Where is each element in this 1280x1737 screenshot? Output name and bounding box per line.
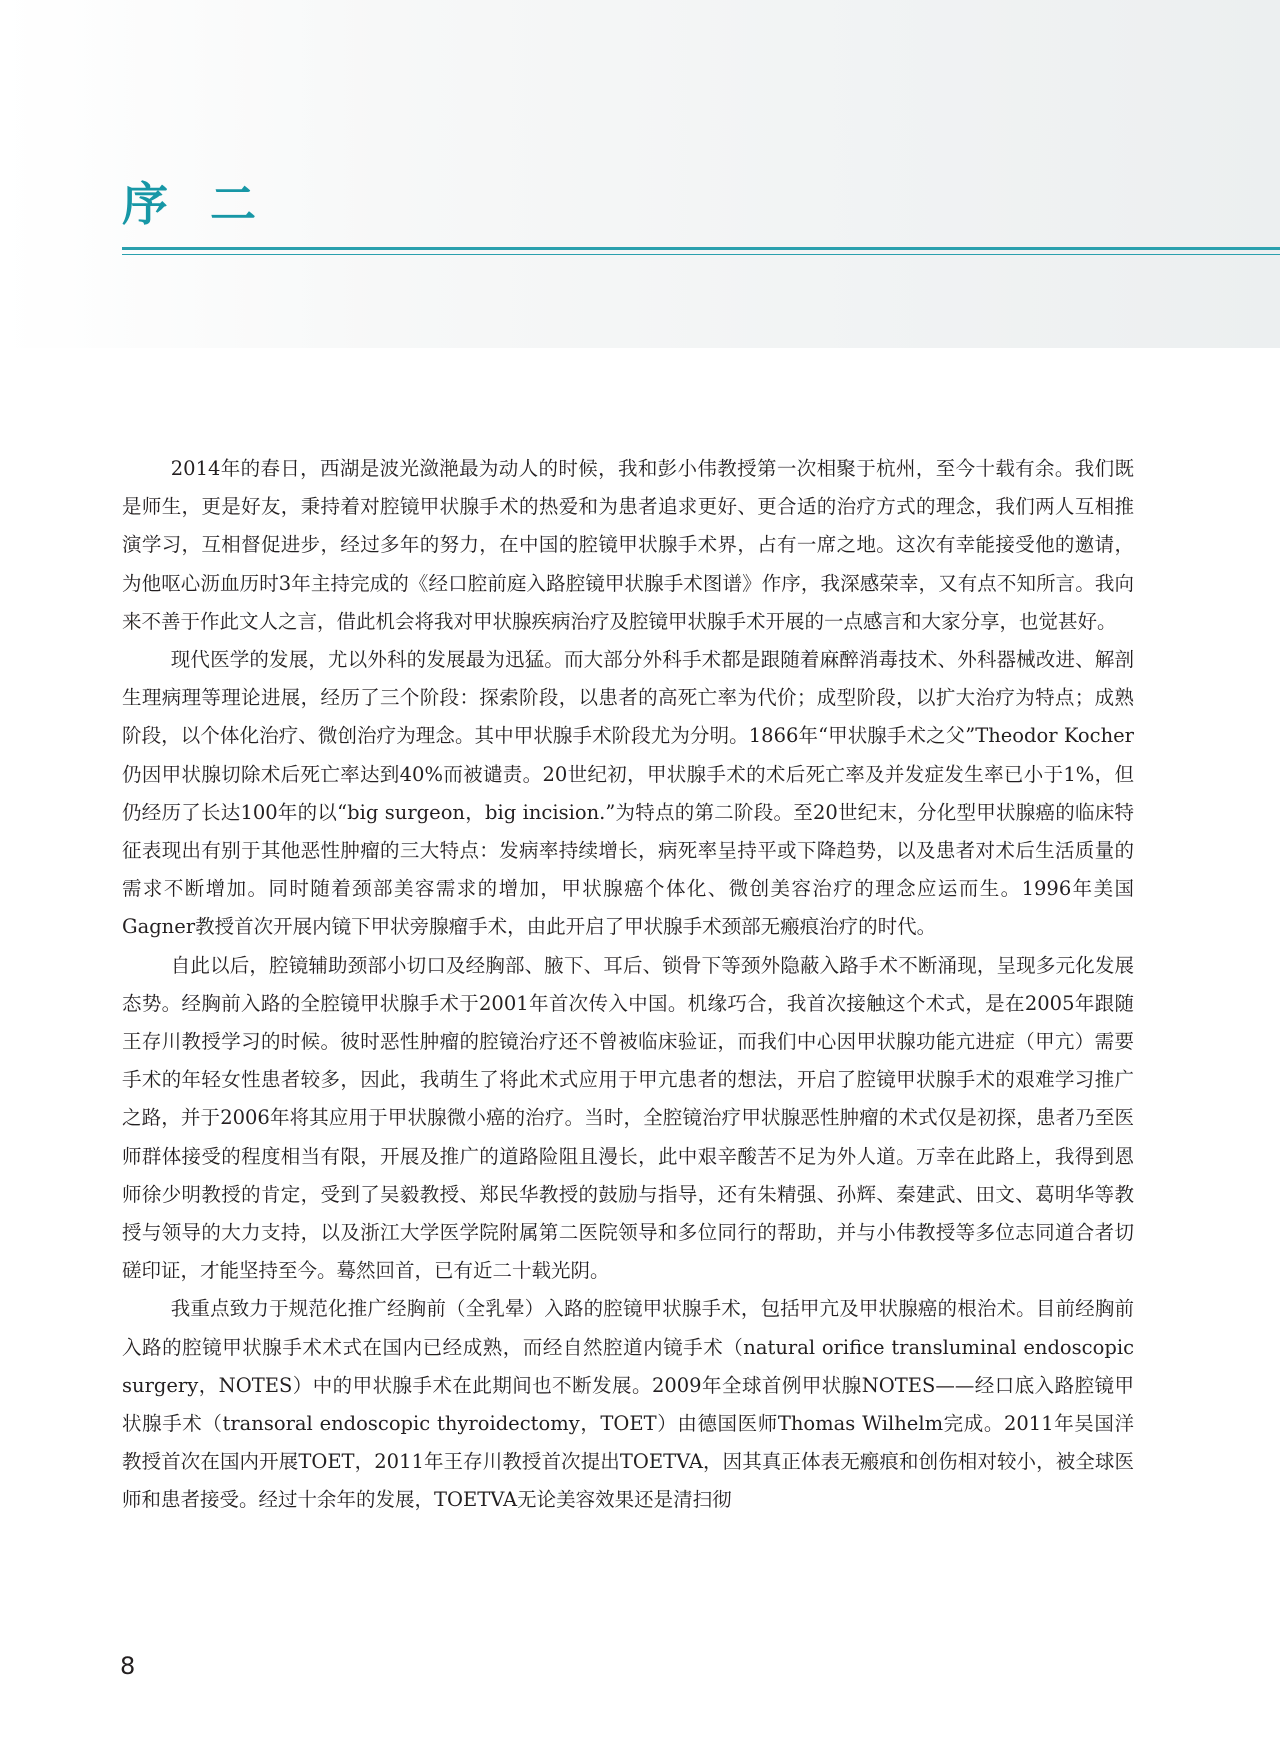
title-rule-thin (122, 254, 1280, 255)
title-rule-thick (122, 247, 1280, 250)
page-number: 8 (120, 1652, 136, 1680)
header-band (0, 0, 1280, 348)
chapter-title: 序二 (122, 177, 298, 231)
paragraph-4: 我重点致力于规范化推广经胸前（全乳晕）入路的腔镜甲状腺手术，包括甲亢及甲状腺癌的根治术。目前经胸前入路的腔镜甲状腺手术术式在国内已经成熟，而经自然腔道内镜手术（natural orifice transluminal endoscopic surgery，NOTES）中的甲状腺手术在此期间也不断发展。2009年全球首例甲状腺NOTES——经口底入路腔镜甲状腺手术（transoral endoscopic thyroidectomy，TOET）由德国医师Thomas Wilhelm完成。2011年吴国洋教授首次在国内开展TOET，2011年王存川教授首次提出TOETVA，因其真正体表无瘢痕和创伤相对较小，被全球医师和患者接受。经过十余年的发展，TOETVA无论美容效果还是清扫彻 (122, 1297, 1134, 1512)
paragraph-2: 现代医学的发展，尤以外科的发展最为迅猛。而大部分外科手术都是跟随着麻醉消毒技术、外科器械改进、解剖生理病理等理论进展，经历了三个阶段：探索阶段，以患者的高死亡率为代价；成型阶段，以扩大治疗为特点；成熟阶段，以个体化治疗、微创治疗为理念。其中甲状腺手术阶段尤为分明。1866年“甲状腺手术之父”Theodor Kocher仍因甲状腺切除术后死亡率达到40%而被谴责。20世纪初，甲状腺手术的术后死亡率及并发症发生率已小于1%，但仍经历了长达100年的以“big surgeon，big incision.”为特点的第二阶段。至20世纪末，分化型甲状腺癌的临床特征表现出有别于其他恶性肿瘤的三大特点：发病率持续增长，病死率呈持平或下降趋势，以及患者对术后生活质量的需求不断增加。同时随着颈部美容需求的增加，甲状腺癌个体化、微创美容治疗的理念应运而生。1996年美国Gagner教授首次开展内镜下甲状旁腺瘤手术，由此开启了甲状腺手术颈部无瘢痕治疗的时代。 (122, 648, 1134, 939)
body-text (122, 450, 1134, 1520)
paragraph-3: 自此以后，腔镜辅助颈部小切口及经胸部、腋下、耳后、锁骨下等颈外隐蔽入路手术不断涌现，呈现多元化发展态势。经胸前入路的全腔镜甲状腺手术于2001年首次传入中国。机缘巧合，我首次接触这个术式，是在2005年跟随王存川教授学习的时候。彼时恶性肿瘤的腔镜治疗还不曾被临床验证，而我们中心因甲状腺功能亢进症（甲亢）需要手术的年轻女性患者较多，因此，我萌生了将此术式应用于甲亢患者的想法，开启了腔镜甲状腺手术的艰难学习推广之路，并于2006年将其应用于甲状腺微小癌的治疗。当时，全腔镜治疗甲状腺恶性肿瘤的术式仅是初探，患者乃至医师群体接受的程度相当有限，开展及推广的道路险阻且漫长，此中艰辛酸苦不足为外人道。万幸在此路上，我得到恩师徐少明教授的肯定，受到了吴毅教授、郑民华教授的鼓励与指导，还有朱精强、孙辉、秦建武、田文、葛明华等教授与领导的大力支持，以及浙江大学医学院附属第二医院领导和多位同行的帮助，并与小伟教授等多位志同道合者切磋印证，才能坚持至今。蓦然回首，已有近二十载光阴。 (122, 953, 1134, 1283)
paragraph-1: 2014年的春日，西湖是波光潋滟最为动人的时候，我和彭小伟教授第一次相聚于杭州，至今十载有余。我们既是师生，更是好友，秉持着对腔镜甲状腺手术的热爱和为患者追求更好、更合适的治疗方式的理念，我们两人互相推演学习，互相督促进步，经过多年的努力，在中国的腔镜甲状腺手术界，占有一席之地。这次有幸能接受他的邀请，为他呕心沥血历时3年主持完成的《经口腔前庭入路腔镜甲状腺手术图谱》作序，我深感荣幸，又有点不知所言。我向来不善于作此文人之言，借此机会将我对甲状腺疾病治疗及腔镜甲状腺手术开展的一点感言和大家分享，也觉甚好。 (122, 457, 1134, 633)
